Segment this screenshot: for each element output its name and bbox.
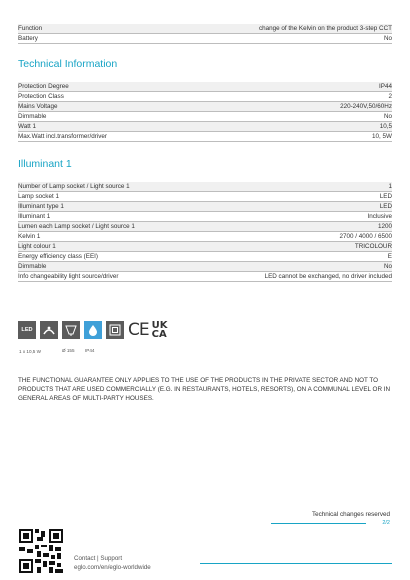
product-icon-strip — [18, 321, 168, 339]
spec-row-battery — [18, 34, 392, 44]
ce-mark-icon: CE — [128, 320, 149, 340]
qr-code-icon[interactable] — [19, 529, 63, 573]
top-spec-table — [18, 24, 392, 44]
spec-value: 1200 — [377, 222, 392, 230]
led-icon: LED — [18, 321, 36, 339]
spec-label: Illuminant 1 — [18, 212, 51, 220]
table-row — [18, 182, 392, 192]
spec-value: IP44 — [379, 82, 392, 90]
spec-value: LED cannot be exchanged, no driver included — [264, 272, 392, 280]
table-row — [18, 212, 392, 222]
spec-label: Protection Degree — [18, 82, 69, 90]
protection-class-2-icon — [106, 321, 124, 339]
spec-label: Max.Watt incl.transformer/driver — [18, 132, 107, 140]
bathroom-lamp-icon — [40, 321, 58, 339]
spec-value: LED — [379, 192, 392, 200]
page-number: 2/2 — [382, 520, 390, 526]
angled-light-icon — [62, 321, 80, 339]
technical-info-table — [18, 82, 392, 142]
spec-label: Watt 1 — [18, 122, 36, 130]
spec-value: No — [383, 112, 392, 120]
spec-value: 1 — [388, 182, 392, 190]
table-row — [18, 122, 392, 132]
contact-support-label: Contact | Support — [74, 555, 123, 562]
illuminant-table — [18, 182, 392, 282]
watt-caption: 1 x 10,5 W — [19, 349, 41, 354]
spec-label: Lamp socket 1 — [18, 192, 59, 200]
website-link[interactable]: eglo.com/en/eglo-worldwide — [74, 563, 151, 571]
spec-label: Battery — [18, 34, 38, 42]
table-row — [18, 232, 392, 242]
spec-label: Dimmable — [18, 112, 47, 120]
spec-label: Energy efficiency class (EEI) — [18, 252, 99, 260]
technical-info-title: Technical Information — [18, 58, 118, 70]
spec-value: Inclusive — [367, 212, 392, 220]
spec-label: Info changeability light source/driver — [18, 272, 119, 280]
table-row — [18, 262, 392, 272]
spec-value: No — [383, 262, 392, 270]
water-drop-icon — [84, 321, 102, 339]
technical-changes-note: Technical changes reserved — [311, 511, 390, 518]
page-divider — [271, 523, 366, 524]
spec-value: E — [387, 252, 392, 260]
spec-label: Illuminant type 1 — [18, 202, 64, 210]
table-row — [18, 252, 392, 262]
spec-label: Mains Voltage — [18, 102, 58, 110]
table-row — [18, 132, 392, 142]
illuminant-title: Illuminant 1 — [18, 158, 72, 170]
spec-value: No — [383, 34, 392, 42]
guarantee-notice: THE FUNCTIONAL GUARANTEE ONLY APPLIES TO THE USE OF THE PRODUCTS IN THE PRIVATE SECTOR AND NOT TO PRODUCTS THAT ARE USED COMMERCIALLY (E.G. IN RESTAURANTS, HOTELS, RESORTS), ON A COMMUNAL LEVEL OR IN GENERAL AREAS OF MULTI-PARTY HOUSES. — [18, 377, 391, 402]
spec-value: 220-240V,50/60Hz — [340, 102, 392, 110]
contact-block — [74, 555, 151, 572]
ukca-mark-icon: UK CA — [151, 320, 168, 340]
spec-value: TRICOLOUR — [354, 242, 392, 250]
spec-value: 2700 / 4000 / 6500 — [339, 232, 392, 240]
spec-label: Number of Lamp socket / Light source 1 — [18, 182, 130, 190]
spec-value: 2 — [388, 92, 392, 100]
table-row — [18, 192, 392, 202]
footer-divider — [200, 563, 392, 564]
spec-value: 10, 5W — [372, 132, 392, 140]
table-row — [18, 92, 392, 102]
table-row — [18, 102, 392, 112]
table-row — [18, 82, 392, 92]
spec-label: Lumen each Lamp socket / Light source 1 — [18, 222, 135, 230]
spec-label: Function — [18, 24, 43, 32]
table-row — [18, 112, 392, 122]
spec-label: Dimmable — [18, 262, 47, 270]
spec-row-function — [18, 24, 392, 34]
table-row — [18, 222, 392, 232]
ip-caption: IP44 — [85, 348, 95, 353]
table-row — [18, 202, 392, 212]
spec-value: LED — [379, 202, 392, 210]
spec-label: Kelvin 1 — [18, 232, 41, 240]
table-row — [18, 242, 392, 252]
diameter-caption: Ø 155 — [62, 348, 75, 353]
spec-value: change of the Kelvin on the product 3-step CCT — [258, 24, 392, 32]
spec-label: Light colour 1 — [18, 242, 56, 250]
table-row — [18, 272, 392, 282]
spec-label: Protection Class — [18, 92, 64, 100]
spec-value: 10,5 — [379, 122, 392, 130]
